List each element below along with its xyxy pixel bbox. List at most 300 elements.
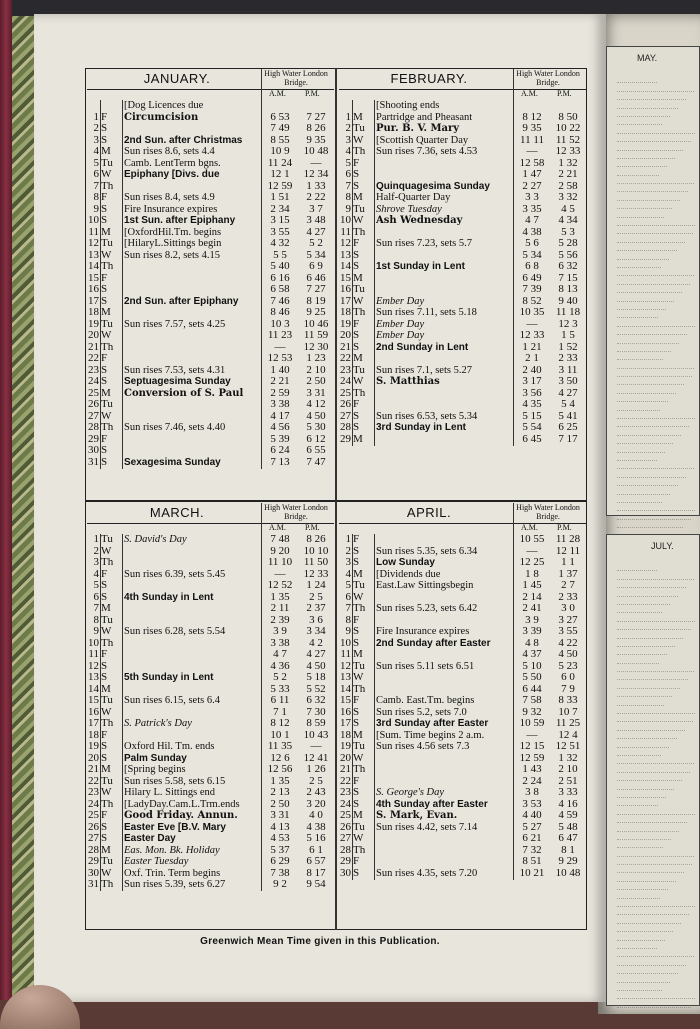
high-water-pm: 12 33 bbox=[303, 567, 329, 580]
day-number: 16 bbox=[340, 283, 351, 296]
tide-column-header bbox=[339, 523, 586, 534]
high-water-pm: 3 33 bbox=[558, 786, 578, 799]
event-text: 4th Sunday after Easter bbox=[376, 798, 488, 810]
high-water-am: 6 8 bbox=[525, 260, 539, 273]
event-text: Sun rises 6.39, sets 5.45 bbox=[124, 568, 226, 580]
calendar-row bbox=[87, 546, 334, 558]
high-water-pm: 5 28 bbox=[558, 237, 578, 250]
day-number: 28 bbox=[340, 843, 351, 856]
tide-column-header bbox=[87, 89, 334, 100]
calendar-row bbox=[87, 146, 334, 158]
event-text: East.Law Sittingsbegin bbox=[376, 580, 474, 592]
high-water-am: 12 52 bbox=[267, 579, 293, 592]
high-water-am: 4 37 bbox=[522, 648, 542, 661]
calendar-row bbox=[87, 845, 334, 857]
event-text: Sun rises 7.11, sets 5.18 bbox=[376, 307, 477, 319]
calendar-row bbox=[87, 445, 334, 457]
weekday: Tu bbox=[101, 237, 113, 250]
high-water-pm: 6 32 bbox=[306, 694, 326, 707]
high-water-am: 12 59 bbox=[267, 179, 293, 192]
calendar-row bbox=[87, 422, 334, 434]
facing-page-print-line bbox=[617, 486, 670, 494]
day-number: 15 bbox=[340, 694, 351, 707]
event-text: 4th Sunday in Lent bbox=[124, 591, 214, 603]
calendar-row bbox=[339, 296, 586, 308]
high-water-pm: 6 46 bbox=[306, 271, 326, 284]
high-water-am: 10 59 bbox=[519, 717, 545, 730]
facing-page-print-line bbox=[617, 907, 689, 915]
day-number: 4 bbox=[93, 567, 99, 580]
event-text: Sun rises 5.35, sets 6.34 bbox=[376, 545, 478, 557]
weekday: W bbox=[353, 751, 364, 764]
high-water-pm: 10 48 bbox=[303, 145, 329, 158]
day-number: 23 bbox=[340, 363, 351, 376]
day-number: 29 bbox=[88, 855, 99, 868]
weekday: S bbox=[353, 717, 360, 730]
high-water-pm: 8 19 bbox=[306, 294, 326, 307]
high-water-pm: 4 38 bbox=[306, 820, 326, 833]
high-water-am: 9 35 bbox=[522, 122, 542, 135]
high-water-pm: 1 32 bbox=[558, 751, 578, 764]
weekday: Tu bbox=[353, 122, 365, 135]
day-number: 8 bbox=[93, 191, 99, 204]
calendar-row bbox=[339, 376, 586, 388]
high-water-pm: 5 4 bbox=[561, 398, 575, 411]
day-number: 7 bbox=[345, 602, 351, 615]
weekday: S bbox=[353, 544, 360, 557]
high-water-pm: 6 9 bbox=[309, 260, 323, 273]
high-water-pm: 6 55 bbox=[306, 444, 326, 457]
event-text: Circumcision bbox=[124, 111, 199, 123]
event-text: [HilaryL.Sittings begin bbox=[124, 238, 222, 250]
facing-page-print-line bbox=[617, 647, 667, 655]
weekday: Th bbox=[101, 421, 114, 434]
calendar-row bbox=[339, 434, 586, 446]
weekday: M bbox=[101, 682, 111, 695]
calendar-row bbox=[87, 649, 334, 661]
high-water-pm: 12 34 bbox=[303, 168, 329, 181]
high-water-am: 7 1 bbox=[273, 705, 287, 718]
calendar-row bbox=[87, 557, 334, 569]
high-water-am: 6 11 bbox=[270, 694, 290, 707]
weekday: S bbox=[101, 579, 108, 592]
weekday: W bbox=[101, 329, 112, 342]
facing-page-print-line bbox=[617, 664, 695, 672]
event-text: S. Matthias bbox=[376, 376, 440, 388]
event-text: Sun rises 8.6, sets 4.4 bbox=[124, 146, 215, 158]
high-water-am: 2 41 bbox=[522, 602, 542, 615]
high-water-label: High Water London Bridge. bbox=[264, 69, 328, 87]
high-water-am: 7 46 bbox=[270, 294, 290, 307]
weekday: W bbox=[101, 544, 112, 557]
calendar-row bbox=[339, 215, 586, 227]
high-water-am: 9 32 bbox=[522, 705, 542, 718]
facing-page-print-line bbox=[617, 882, 668, 890]
facing-page-print-line bbox=[617, 957, 686, 965]
weekday: S bbox=[353, 260, 360, 273]
high-water-pm: 12 41 bbox=[303, 751, 329, 764]
high-water-am: 1 35 bbox=[270, 590, 290, 603]
weekday: F bbox=[353, 533, 360, 545]
high-water-am: 5 54 bbox=[522, 421, 542, 434]
day-number: 26 bbox=[88, 820, 99, 833]
facing-page-print-line bbox=[617, 419, 689, 427]
event-text: Ash Wednesday bbox=[376, 215, 463, 227]
weekday: M bbox=[101, 306, 111, 319]
calendar-row bbox=[87, 776, 334, 788]
day-rows bbox=[87, 100, 334, 469]
event-text: Partridge and Pheasant bbox=[376, 111, 473, 123]
high-water-pm: 8 26 bbox=[306, 122, 326, 135]
calendar-row bbox=[87, 307, 334, 319]
facing-page-print-line bbox=[617, 520, 683, 528]
high-water-pm: 3 48 bbox=[306, 214, 326, 227]
high-water-am: 5 33 bbox=[270, 682, 290, 695]
calendar-row bbox=[87, 741, 334, 753]
facing-page-print-line bbox=[617, 75, 657, 83]
page-footer: Greenwich Mean Time given in this Publication. bbox=[200, 936, 440, 947]
weekday: W bbox=[353, 214, 364, 227]
event-text: 2nd Sunday after Easter bbox=[376, 637, 491, 649]
calendar-row bbox=[87, 100, 334, 112]
high-water-am: — bbox=[526, 317, 538, 330]
high-water-pm: 10 46 bbox=[303, 317, 329, 330]
day-number: 26 bbox=[88, 398, 99, 411]
weekday: Tu bbox=[353, 820, 365, 833]
high-water-am: 7 49 bbox=[270, 122, 290, 135]
pm-label: P.M. bbox=[557, 523, 572, 532]
month-header bbox=[339, 503, 586, 524]
high-water-am: 6 49 bbox=[522, 271, 542, 284]
event-text: Sun rises 6.28, sets 5.54 bbox=[124, 626, 226, 638]
facing-page-print-line bbox=[617, 1008, 683, 1014]
event-text: Ember Day bbox=[376, 318, 425, 330]
day-rows bbox=[87, 534, 334, 891]
high-water-label: High Water London Bridge. bbox=[516, 503, 580, 521]
day-number: 28 bbox=[88, 843, 99, 856]
calendar-row bbox=[339, 868, 586, 880]
high-water-am: 7 32 bbox=[522, 843, 542, 856]
high-water-pm: 12 3 bbox=[558, 317, 578, 330]
weekday: M bbox=[353, 432, 363, 445]
weekday: S bbox=[101, 832, 108, 845]
calendar-row bbox=[339, 695, 586, 707]
high-water-am: 4 7 bbox=[525, 214, 539, 227]
high-water-am: 2 27 bbox=[522, 179, 542, 192]
high-water-am: 5 2 bbox=[273, 671, 287, 684]
calendar-row bbox=[339, 158, 586, 170]
high-water-pm: 7 27 bbox=[306, 283, 326, 296]
calendar-row bbox=[339, 718, 586, 730]
weekday: Th bbox=[353, 843, 366, 856]
event-text: Sun rises 4.42, sets 7.14 bbox=[376, 821, 478, 833]
high-water-am: 4 53 bbox=[270, 832, 290, 845]
weekday: M bbox=[353, 352, 363, 365]
facing-page-print-line bbox=[617, 672, 688, 680]
day-number: 23 bbox=[88, 786, 99, 799]
pm-label: P.M. bbox=[305, 89, 320, 98]
event-text: Sexagesima Sunday bbox=[124, 456, 221, 468]
event-text: Oxf. Trin. Term begins bbox=[124, 867, 221, 879]
calendar-row bbox=[339, 388, 586, 400]
event-text: Palm Sunday bbox=[124, 752, 187, 764]
high-water-am: 4 56 bbox=[270, 421, 290, 434]
day-number: 23 bbox=[88, 363, 99, 376]
facing-page-print-line bbox=[617, 142, 683, 150]
high-water-pm: 1 24 bbox=[306, 579, 326, 592]
am-label: A.M. bbox=[269, 89, 286, 98]
weekday: M bbox=[353, 271, 363, 284]
event-text: S. David's Day bbox=[124, 534, 187, 545]
weekday: M bbox=[101, 145, 111, 158]
day-number: 2 bbox=[345, 544, 351, 557]
facing-page-july-column bbox=[606, 534, 700, 1006]
weekday: S bbox=[101, 659, 108, 672]
high-water-pm: 9 29 bbox=[558, 855, 578, 868]
day-number: 18 bbox=[340, 728, 351, 741]
high-water-pm: 3 55 bbox=[558, 625, 578, 638]
high-water-pm: 4 27 bbox=[306, 648, 326, 661]
day-number: 10 bbox=[88, 636, 99, 649]
facing-page-print-line bbox=[617, 697, 664, 705]
high-water-am: 2 50 bbox=[270, 797, 290, 810]
calendar-row bbox=[339, 615, 586, 627]
tide-column-header bbox=[87, 523, 334, 534]
calendar-row bbox=[339, 422, 586, 434]
weekday: Tu bbox=[101, 156, 113, 169]
high-water-am: 3 39 bbox=[522, 625, 542, 638]
day-number: 3 bbox=[345, 133, 351, 146]
weekday: Th bbox=[101, 636, 114, 649]
weekday: Tu bbox=[353, 202, 365, 215]
facing-page-print-line bbox=[617, 949, 694, 957]
high-water-pm: 4 22 bbox=[558, 636, 578, 649]
facing-page-print-line bbox=[617, 125, 695, 133]
weekday: Th bbox=[101, 260, 114, 273]
facing-page-print-line bbox=[617, 680, 680, 688]
facing-page-print-line bbox=[617, 394, 668, 402]
high-water-pm: 3 0 bbox=[561, 602, 575, 615]
facing-page-print-line bbox=[617, 865, 684, 873]
weekday: S bbox=[353, 329, 360, 342]
day-number: 19 bbox=[340, 740, 351, 753]
weekday: Tu bbox=[101, 855, 113, 868]
weekday: F bbox=[101, 191, 108, 204]
high-water-pm: 9 54 bbox=[306, 878, 326, 891]
high-water-am: 3 31 bbox=[270, 809, 290, 822]
weekday: M bbox=[353, 648, 363, 661]
facing-page-print-line bbox=[617, 873, 676, 881]
calendar-row bbox=[339, 684, 586, 696]
facing-page-print-line bbox=[617, 815, 687, 823]
day-number: 15 bbox=[88, 271, 99, 284]
calendar-row bbox=[87, 580, 334, 592]
weekday: Th bbox=[101, 878, 114, 891]
facing-page-print-line bbox=[617, 511, 691, 519]
weekday: S bbox=[353, 786, 360, 799]
high-water-pm: 5 56 bbox=[558, 248, 578, 261]
facing-page-print-line bbox=[617, 991, 695, 999]
weekday: Tu bbox=[101, 613, 113, 626]
facing-page-print-line bbox=[617, 260, 661, 268]
day-number: 21 bbox=[88, 340, 99, 353]
month-title: JANUARY. bbox=[143, 71, 211, 86]
high-water-pm: 1 23 bbox=[306, 352, 326, 365]
high-water-pm: 5 30 bbox=[306, 421, 326, 434]
weekday: M bbox=[101, 763, 111, 776]
calendar-row bbox=[87, 810, 334, 822]
day-number: 24 bbox=[340, 375, 351, 388]
day-number: 6 bbox=[93, 590, 99, 603]
facing-page-print-line bbox=[617, 117, 662, 125]
day-number: 5 bbox=[345, 579, 351, 592]
calendar-row bbox=[339, 569, 586, 581]
high-water-pm: 4 59 bbox=[558, 809, 578, 822]
facing-page-print-line bbox=[617, 764, 690, 772]
event-text: Fire Insurance expires bbox=[376, 626, 470, 638]
weekday: Th bbox=[353, 225, 366, 238]
calendar-row bbox=[339, 342, 586, 354]
facing-page-print-line bbox=[617, 318, 695, 326]
day-number: 22 bbox=[340, 774, 351, 787]
weekday: M bbox=[353, 110, 363, 123]
high-water-label: High Water London Bridge. bbox=[516, 69, 580, 87]
weekday: Th bbox=[101, 797, 114, 810]
high-water-am: 2 1 bbox=[525, 352, 539, 365]
high-water-pm: 1 33 bbox=[306, 179, 326, 192]
weekday: W bbox=[353, 294, 364, 307]
high-water-am: 12 1 bbox=[270, 168, 290, 181]
calendar-row bbox=[339, 399, 586, 411]
day-number: 25 bbox=[88, 809, 99, 822]
event-text: Epiphany [Divs. due bbox=[124, 169, 220, 181]
weekday: F bbox=[353, 694, 360, 707]
month-header bbox=[87, 503, 334, 524]
facing-page-print-line bbox=[617, 840, 663, 848]
high-water-pm: 2 50 bbox=[306, 375, 326, 388]
weekday: S bbox=[101, 133, 108, 146]
facing-page-print-line bbox=[617, 605, 662, 613]
high-water-am: 10 1 bbox=[270, 728, 290, 741]
facing-page-print-line bbox=[617, 503, 695, 511]
high-water-am: 10 3 bbox=[270, 317, 290, 330]
calendar-row bbox=[87, 158, 334, 170]
day-number: 7 bbox=[93, 602, 99, 615]
day-number: 26 bbox=[340, 398, 351, 411]
weekday: S bbox=[353, 797, 360, 810]
high-water-am: 8 51 bbox=[522, 855, 542, 868]
calendar-row bbox=[87, 296, 334, 308]
high-water-pm: 8 26 bbox=[306, 533, 326, 545]
facing-page-print-line bbox=[617, 327, 687, 335]
facing-page-print-line bbox=[617, 706, 695, 714]
high-water-pm: 3 32 bbox=[558, 191, 578, 204]
weekday: Th bbox=[101, 179, 114, 192]
weekday: W bbox=[101, 625, 112, 638]
day-number: 9 bbox=[93, 202, 99, 215]
day-number: 17 bbox=[340, 294, 351, 307]
weekday: S bbox=[353, 866, 360, 879]
facing-page-print-line bbox=[617, 360, 695, 368]
event-text: Sun rises 4.35, sets 7.20 bbox=[376, 867, 478, 879]
day-number: 4 bbox=[345, 567, 351, 580]
day-number: 5 bbox=[93, 156, 99, 169]
high-water-pm: 2 22 bbox=[306, 191, 326, 204]
weekday: S bbox=[101, 740, 108, 753]
day-number: 10 bbox=[340, 214, 351, 227]
day-number: 27 bbox=[340, 832, 351, 845]
facing-page-print-line bbox=[617, 184, 688, 192]
day-number: 18 bbox=[88, 728, 99, 741]
day-number: 31 bbox=[88, 878, 99, 891]
high-water-pm: 6 0 bbox=[561, 671, 575, 684]
high-water-pm: 12 30 bbox=[303, 340, 329, 353]
weekday: Th bbox=[353, 306, 366, 319]
facing-page-print-line bbox=[617, 613, 695, 621]
high-water-am: 4 8 bbox=[525, 636, 539, 649]
high-water-pm: 11 50 bbox=[303, 556, 329, 569]
high-water-pm: 2 10 bbox=[306, 363, 326, 376]
high-water-pm: 7 30 bbox=[306, 705, 326, 718]
facing-page-print-line bbox=[617, 832, 671, 840]
weekday: S bbox=[101, 444, 108, 457]
event-text: Easter Day bbox=[124, 833, 176, 845]
high-water-am: 5 27 bbox=[522, 820, 542, 833]
weekday: S bbox=[101, 671, 108, 684]
event-text: S. George's Day bbox=[376, 787, 445, 799]
calendar-row bbox=[87, 592, 334, 604]
high-water-am: 3 38 bbox=[270, 636, 290, 649]
book-cover-bottom bbox=[0, 1000, 700, 1029]
day-number: 3 bbox=[93, 133, 99, 146]
weekday: F bbox=[353, 156, 360, 169]
weekday: Th bbox=[353, 602, 366, 615]
high-water-am: 1 45 bbox=[522, 579, 542, 592]
high-water-am: 7 38 bbox=[270, 866, 290, 879]
calendar-row bbox=[339, 580, 586, 592]
calendar-row bbox=[87, 169, 334, 181]
weekday: S bbox=[101, 202, 108, 215]
high-water-am: 10 9 bbox=[270, 145, 290, 158]
high-water-am: 5 39 bbox=[270, 432, 290, 445]
facing-page-print-line bbox=[617, 243, 677, 251]
high-water-am: 8 55 bbox=[270, 133, 290, 146]
high-water-pm: 8 59 bbox=[306, 717, 326, 730]
event-text: 3rd Sunday in Lent bbox=[376, 422, 467, 434]
high-water-pm: — bbox=[310, 156, 322, 169]
weekday: Tu bbox=[101, 317, 113, 330]
high-water-am: 4 36 bbox=[270, 659, 290, 672]
calendar-row bbox=[87, 411, 334, 423]
calendar-row bbox=[339, 856, 586, 868]
day-number: 25 bbox=[340, 386, 351, 399]
day-number: 22 bbox=[340, 352, 351, 365]
day-number: 24 bbox=[340, 797, 351, 810]
facing-page-print-line bbox=[617, 83, 694, 91]
event-text: S. Patrick's Day bbox=[124, 718, 192, 730]
high-water-am: 10 21 bbox=[519, 866, 545, 879]
weekday: M bbox=[353, 809, 363, 822]
event-text: Oxford Hil. Tm. ends bbox=[124, 741, 215, 753]
day-number: 14 bbox=[340, 260, 351, 273]
high-water-am: 9 2 bbox=[273, 878, 287, 891]
facing-page-print-line bbox=[617, 563, 657, 571]
high-water-am: 2 11 bbox=[270, 602, 290, 615]
calendar-row bbox=[339, 799, 586, 811]
day-number: 14 bbox=[340, 682, 351, 695]
day-number: 29 bbox=[340, 855, 351, 868]
day-number: 12 bbox=[88, 237, 99, 250]
